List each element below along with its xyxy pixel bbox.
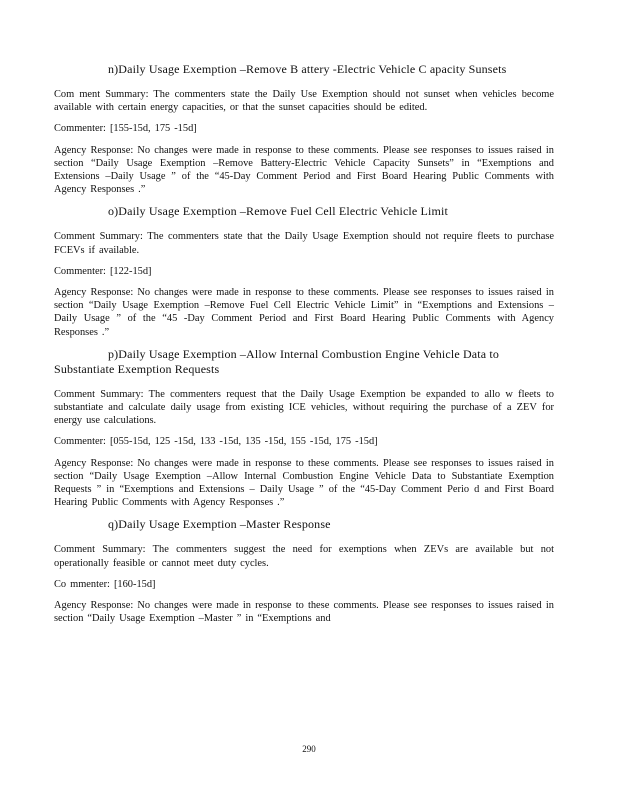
comment-summary: Comment Summary: The commenters request that the Daily Usage Exemption be expanded to allo w fleets to substantiate and calculate daily usage from existing ICE vehicles, without requiring the purchase of a ZEV for energy use calculations. [54, 388, 554, 427]
section-o [54, 204, 554, 338]
section-heading: p)Daily Usage Exemption –Allow Internal Combustion Engine Vehicle Data to Substantiate Exemption Requests [54, 346, 499, 376]
comment-summary: Comment Summary: The commenters state that the Daily Usage Exemption should not require fleets to purchase FCEVs if available. [54, 231, 554, 256]
section-p [54, 347, 554, 510]
section-heading: n)Daily Usage Exemption –Remove B attery -Electric Vehicle C apacity Sunsets [108, 62, 507, 76]
section-heading: o)Daily Usage Exemption –Remove Fuel Cell Electric Vehicle Limit [108, 204, 448, 219]
section-n [54, 62, 554, 196]
agency-response: Agency Response: No changes were made in response to these comments. Please see responses to issues raised in section “Daily Usage Exemption –Remove Fuel Cell Electric Vehicle Limit” in “Exemptions and Extensions –Daily Usage ” of the “45 -Day Comment Period and First Board Hearing Public Comments with Agency Responses .” [54, 287, 554, 338]
page-number: 290 [302, 744, 316, 754]
agency-response: Agency Response: No changes were made in response to these comments. Please see responses to issues raised in section “Daily Usage Exemption –Remove Battery-Electric Vehicle Capacity Sunsets” in “Exemptions and Extensions –Daily Usage ” of the “45-Day Comment Period and First Board Hearing Public Comments with Agency Responses .” [54, 144, 554, 196]
agency-response: Agency Response: No changes were made in response to these comments. Please see responses to issues raised in section “Daily Usage Exemption –Allow Internal Combustion Engine Vehicle Data to Substantiate Exemption Requests ” in “Exemptions and Extensions – Daily Usage ” of the “45-Day Comment Perio d and First Board Hearing Public Comments with Agency Responses .” [54, 457, 554, 509]
section-heading: q)Daily Usage Exemption –Master Response [108, 517, 331, 532]
page-content [54, 62, 554, 633]
commenter-list: Co mmenter: [160-15d] [54, 578, 156, 590]
comment-summary: Com ment Summary: The commenters state the Daily Use Exemption should not sunset when vehicles become available with certain energy capacities, or that the sunset capacities should be edited. [54, 89, 554, 114]
agency-response: Agency Response: No changes were made in response to these comments. Please see responses to issues raised in section “Daily Usage Exemption –Master ” in “Exemptions and [54, 600, 554, 625]
commenter-list: Commenter: [155-15d, 175 -15d] [54, 123, 197, 135]
section-q [54, 517, 554, 625]
comment-summary: Comment Summary: The commenters suggest the need for exemptions when ZEVs are available but not operationally feasible or cannot meet duty cycles. [54, 544, 554, 569]
commenter-list: Commenter: [122-15d] [54, 265, 152, 277]
commenter-list: Commenter: [055-15d, 125 -15d, 133 -15d, 135 -15d, 155 -15d, 175 -15d] [54, 436, 378, 448]
